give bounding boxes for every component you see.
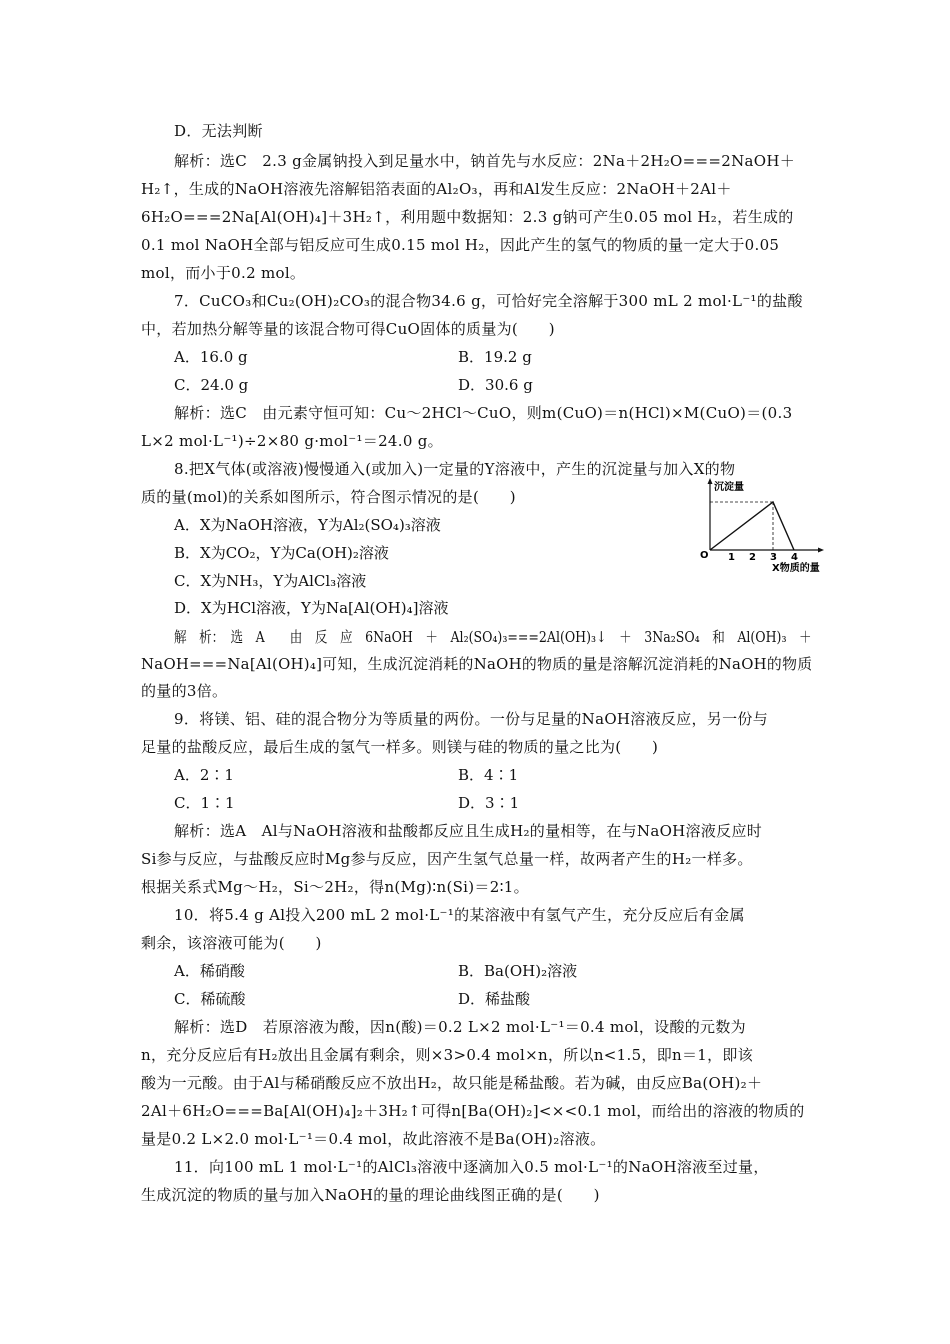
q8-option-b: B．X为CO₂，Y为Ca(OH)₂溶液	[174, 544, 389, 562]
graph-tick-label: 3	[770, 552, 777, 563]
graph-x-label: X物质的量	[772, 563, 820, 572]
q8-option-c: C．X为NH₃，Y为AlCl₃溶液	[174, 572, 367, 590]
q8-analysis-line: 解 析： 选 A 由 反 应 6NaOH ＋ Al₂(SO₄)₃===2Al(OH)₃↓ ＋ 3Na₂SO₄ 和 Al(OH)₃ ＋	[174, 628, 812, 646]
q6-analysis-line: mol，而小于0.2 mol。	[141, 264, 306, 282]
graph-y-arrow	[708, 478, 713, 484]
q10-option-a: A．稀硝酸	[174, 962, 245, 980]
q7-option-c: C．24.0 g	[174, 376, 249, 394]
q9-stem: 足量的盐酸反应，最后生成的氢气一样多。则镁与硅的物质的量之比为( )	[141, 738, 659, 756]
q7-option-b: B．19.2 g	[458, 348, 532, 366]
q9-option-c: C．1∶1	[174, 794, 235, 812]
q8-analysis-line: 的量的3倍。	[141, 682, 228, 700]
q9-option-a: A．2∶1	[174, 766, 234, 784]
q8-analysis-line: NaOH===Na[Al(OH)₄]可知，生成沉淀消耗的NaOH的物质的量是溶解沉淀消耗的NaOH的物质	[141, 655, 813, 673]
q7-analysis-line: 解析：选C 由元素守恒可知：Cu～2HCl～CuO，则m(CuO)＝n(HCl)×M(CuO)＝(0.3	[174, 404, 793, 422]
q9-analysis-line: Si参与反应，与盐酸反应时Mg参与反应，因产生氢气总量一样，故两者产生的H₂一样多。	[141, 850, 753, 868]
q6-analysis-line: 解析：选C 2.3 g金属钠投入到足量水中，钠首先与水反应：2Na＋2H₂O===2NaOH＋	[174, 152, 796, 170]
q9-analysis-line: 解析：选A Al与NaOH溶液和盐酸都反应且生成H₂的量相等，在与NaOH溶液反应时	[174, 822, 763, 840]
graph-curve	[710, 502, 794, 550]
q8-stem: 8.把X气体(或溶液)慢慢通入(或加入)一定量的Y溶液中，产生的沉淀量与加入X的物	[174, 460, 736, 478]
q10-analysis-line: 解析：选D 若原溶液为酸，因n(酸)＝0.2 L×2 mol·L⁻¹＝0.4 mol，设酸的元数为	[174, 1018, 746, 1036]
q11-stem: 生成沉淀的物质的量与加入NaOH的量的理论曲线图正确的是( )	[141, 1186, 600, 1204]
q10-analysis-line: 酸为一元酸。由于Al与稀硝酸反应不放出H₂，故只能是稀盐酸。若为碱，由反应Ba(OH)₂＋	[141, 1074, 763, 1092]
graph-tick-label: 2	[749, 552, 756, 563]
q7-analysis-line: L×2 mol·L⁻¹)÷2×80 g·mol⁻¹＝24.0 g。	[141, 432, 443, 450]
q7-stem: 7．CuCO₃和Cu₂(OH)₂CO₃的混合物34.6 g，可恰好完全溶解于300 mL 2 mol·L⁻¹的盐酸	[174, 292, 803, 310]
q6-analysis-line: 6H₂O===2Na[Al(OH)₄]＋3H₂↑，利用题中数据知：2.3 g钠可产生0.05 mol H₂，若生成的	[141, 208, 794, 226]
q10-option-d: D．稀盐酸	[458, 990, 531, 1008]
q9-analysis-line: 根据关系式Mg～H₂，Si～2H₂，得n(Mg)∶n(Si)＝2∶1。	[141, 878, 529, 896]
q10-analysis-line: n，充分反应后有H₂放出且金属有剩余，则×3>0.4 mol×n，所以n<1.5，即n＝1，即该	[141, 1046, 754, 1064]
q7-option-a: A．16.0 g	[174, 348, 248, 366]
q9-option-d: D．3∶1	[458, 794, 520, 812]
q9-stem: 9．将镁、铝、硅的混合物分为等质量的两份。一份与足量的NaOH溶液反应，另一份与	[174, 710, 768, 728]
q10-analysis-line: 量是0.2 L×2.0 mol·L⁻¹＝0.4 mol，故此溶液不是Ba(OH)₂溶液。	[141, 1130, 606, 1148]
q10-stem: 剩余，该溶液可能为( )	[141, 934, 322, 952]
graph-tick-label: 1	[728, 552, 735, 563]
precipitate-graph	[700, 476, 828, 572]
q7-option-d: D．30.6 g	[458, 376, 533, 394]
q6-option-d: D．无法判断	[174, 122, 263, 140]
q6-analysis-line: 0.1 mol NaOH全部与铝反应可生成0.15 mol H₂，因此产生的氢气的物质的量一定大于0.05	[141, 236, 780, 254]
graph-y-label: 沉淀量	[714, 482, 744, 493]
q8-option-d: D．X为HCl溶液，Y为Na[Al(OH)₄]溶液	[174, 599, 449, 617]
q10-stem: 10．将5.4 g Al投入200 mL 2 mol·L⁻¹的某溶液中有氢气产生，充分反应后有金属	[174, 906, 745, 924]
q6-analysis-line: H₂↑，生成的NaOH溶液先溶解铝箔表面的Al₂O₃，再和Al发生反应：2NaOH＋2Al＋	[141, 180, 732, 198]
q8-stem: 质的量(mol)的关系如图所示，符合图示情况的是( )	[141, 488, 516, 506]
q10-analysis-line: 2Al＋6H₂O===Ba[Al(OH)₄]₂＋3H₂↑可得n[Ba(OH)₂]<×<0.1 mol，而给出的溶液的物质的	[141, 1102, 805, 1120]
graph-tick-label: 4	[791, 552, 798, 563]
q11-stem: 11．向100 mL 1 mol·L⁻¹的AlCl₃溶液中逐滴加入0.5 mol·L⁻¹的NaOH溶液至过量，	[174, 1158, 769, 1176]
graph-x-arrow	[818, 548, 824, 553]
q9-option-b: B．4∶1	[458, 766, 519, 784]
graph-origin-label: O	[700, 550, 709, 561]
q10-option-c: C．稀硫酸	[174, 990, 246, 1008]
q8-option-a: A．X为NaOH溶液，Y为Al₂(SO₄)₃溶液	[174, 516, 441, 534]
q7-stem: 中，若加热分解等量的该混合物可得CuO固体的质量为( )	[141, 320, 555, 338]
q10-option-b: B．Ba(OH)₂溶液	[458, 962, 578, 980]
